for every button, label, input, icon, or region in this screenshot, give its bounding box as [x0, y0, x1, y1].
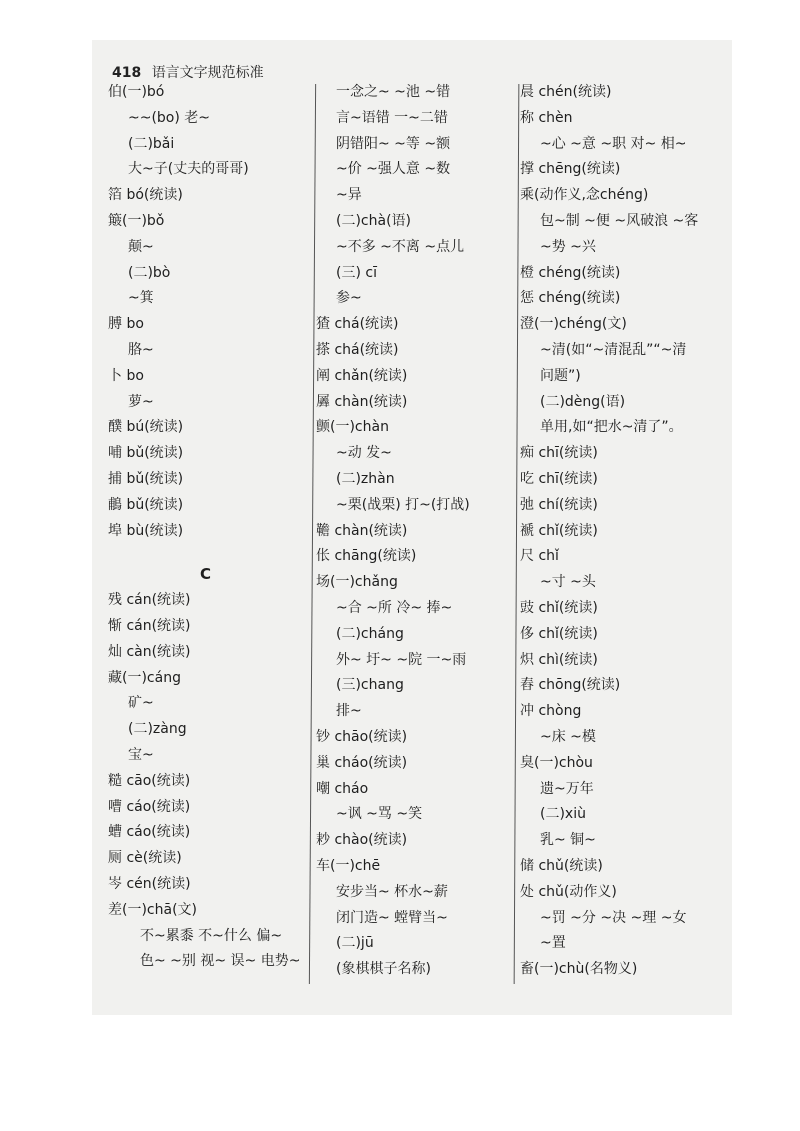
- entry-subline: (二)xiù: [540, 806, 586, 823]
- entry-subline: (二)chà(语): [336, 212, 411, 229]
- column-3: [520, 80, 735, 983]
- entry-subline: 包~制 ~便 ~风破浪 ~客: [540, 212, 699, 229]
- entry-headword: 炽 chì(统读): [520, 651, 598, 668]
- entry-headword: 乘(动作义,念chéng): [520, 187, 649, 204]
- entry-headword: 卜 bo: [108, 367, 144, 384]
- entry-headword: 臭(一)chòu: [520, 754, 593, 771]
- entry-headword: 侈 chǐ(统读): [520, 625, 598, 642]
- entry-headword: 阐 chǎn(统读): [316, 367, 408, 384]
- entry-subline: (二)jū: [336, 935, 374, 952]
- entry-subline: (三) cī: [336, 264, 377, 281]
- entry-headword: 嘲 cháo: [316, 780, 369, 797]
- entry-headword: 膊 bo: [108, 316, 144, 333]
- spacer: [108, 544, 318, 562]
- entry-subline: ~异: [336, 187, 362, 204]
- entry-headword: 处 chǔ(动作义): [520, 883, 617, 900]
- entry-headword: 埠 bù(统读): [108, 522, 184, 539]
- entry-subline: 不~累黍 不~什么 偏~: [140, 927, 283, 944]
- entry-subline: 乳~ 铜~: [540, 832, 596, 849]
- entry-headword: 伥 chāng(统读): [316, 548, 417, 565]
- entry-subline: 胳~: [128, 341, 154, 358]
- book-title: 语言文字规范标准: [151, 65, 264, 81]
- entry-headword: 伯(一)bó: [108, 84, 165, 100]
- entry-subline: ~床 ~模: [540, 728, 596, 745]
- entry-headword: 耖 chào(统读): [316, 832, 408, 849]
- entry-subline: (象棋棋子名称): [336, 961, 431, 978]
- entry-headword: 晨 chén(统读): [520, 84, 612, 100]
- entry-subline: ~合 ~所 冷~ 捧~: [336, 599, 453, 616]
- entry-subline: 色~ ~别 视~ 误~ 电势~: [140, 953, 301, 970]
- entry-headword: 厕 cè(统读): [108, 850, 182, 867]
- entry-subline: 大~子(丈夫的哥哥): [128, 161, 249, 178]
- entry-subline: 一念之~ ~池 ~错: [336, 84, 451, 100]
- entry-headword: 惭 cán(统读): [108, 617, 191, 634]
- entry-headword: 岑 cén(统读): [108, 875, 191, 892]
- entry-headword: 褫 chǐ(统读): [520, 522, 598, 539]
- entry-subline: 颠~: [128, 238, 154, 255]
- entry-headword: 羼 chàn(统读): [316, 393, 408, 410]
- entry-subline: 闭门造~ 螳臂当~: [336, 909, 448, 926]
- entry-subline: ~价 ~强人意 ~数: [336, 161, 451, 178]
- entry-headword: 冲 chòng: [520, 703, 582, 720]
- entry-subline: (二)dèng(语): [540, 393, 626, 410]
- entry-headword: 场(一)chǎng: [316, 574, 398, 591]
- entry-headword: 猹 chá(统读): [316, 316, 399, 333]
- entry-headword: 搽 chá(统读): [316, 341, 399, 358]
- entry-subline: 宝~: [128, 746, 154, 763]
- entry-headword: 撑 chēng(统读): [520, 161, 621, 178]
- entry-subline: (二)zhàn: [336, 470, 395, 487]
- page-header: [112, 62, 264, 82]
- entry-headword: 储 chǔ(统读): [520, 857, 603, 874]
- entry-headword: 螬 cáo(统读): [108, 824, 191, 841]
- entry-headword: 舂 chōng(统读): [520, 677, 621, 694]
- entry-headword: 畜(一)chù(名物义): [520, 961, 638, 978]
- entry-subline: ~罚 ~分 ~决 ~理 ~女: [540, 909, 687, 926]
- entry-headword: 称 chèn: [520, 109, 573, 126]
- entry-headword: 吃 chī(统读): [520, 470, 598, 487]
- entry-headword: 残 cán(统读): [108, 592, 191, 609]
- entry-subline: 遗~万年: [540, 780, 594, 797]
- entry-headword: 捕 bǔ(统读): [108, 470, 184, 487]
- entry-headword: 弛 chí(统读): [520, 496, 598, 513]
- entry-subline: ~箕: [128, 290, 154, 307]
- entry-subline: 阴错阳~ ~等 ~额: [336, 135, 451, 152]
- entry-headword: 藏(一)cáng: [108, 669, 181, 686]
- entry-headword: 尺 chǐ: [520, 548, 559, 565]
- entry-subline: 矿~: [128, 695, 154, 712]
- entry-subline: ~势 ~兴: [540, 238, 596, 255]
- section-heading: C: [200, 565, 212, 584]
- entry-subline: 外~ 圩~ ~院 一~雨: [336, 651, 467, 668]
- entry-headword: 醭 bú(统读): [108, 419, 184, 436]
- entry-headword: 车(一)chē: [316, 857, 381, 874]
- entry-subline: ~寸 ~头: [540, 574, 596, 591]
- entry-subline: (二)bǎi: [128, 135, 175, 152]
- entry-subline: ~动 发~: [336, 445, 392, 462]
- entry-subline: (二)bò: [128, 264, 171, 281]
- column-1: [108, 80, 318, 975]
- entry-headword: 箔 bó(统读): [108, 187, 183, 204]
- entry-subline: (二)zàng: [128, 721, 187, 738]
- entry-headword: 簸(一)bǒ: [108, 212, 165, 229]
- entry-headword: 鵏 bǔ(统读): [108, 496, 184, 513]
- entry-subline: ~清(如“~清混乱”“~清: [540, 341, 687, 358]
- entry-subline: ~栗(战栗) 打~(打战): [336, 496, 470, 513]
- entry-subline: 言~语错 一~二错: [336, 109, 448, 126]
- entry-subline: 参~: [336, 290, 362, 307]
- entry-headword: 哺 bǔ(统读): [108, 445, 184, 462]
- entry-subline: (三)chang: [336, 677, 404, 694]
- entry-headword: 橙 chéng(统读): [520, 264, 621, 281]
- entry-subline: ~不多 ~不离 ~点儿: [336, 238, 465, 255]
- entry-subline: (二)cháng: [336, 625, 404, 642]
- entry-subline: ~置: [540, 935, 566, 952]
- entry-subline: 排~: [336, 703, 362, 720]
- entry-headword: 钞 chāo(统读): [316, 728, 408, 745]
- entry-headword: 豉 chǐ(统读): [520, 599, 598, 616]
- entry-headword: 差(一)chā(文): [108, 901, 197, 918]
- entry-headword: 嘈 cáo(统读): [108, 798, 191, 815]
- entry-headword: 巢 cháo(统读): [316, 754, 408, 771]
- entry-subline: ~~(bo) 老~: [128, 109, 211, 126]
- entry-headword: 灿 càn(统读): [108, 643, 191, 660]
- entry-headword: 颤(一)chàn: [316, 419, 389, 436]
- entry-headword: 惩 chéng(统读): [520, 290, 621, 307]
- entry-subline: 安步当~ 杯水~薪: [336, 883, 448, 900]
- entry-headword: 澄(一)chéng(文): [520, 316, 627, 333]
- entry-headword: 痴 chī(统读): [520, 445, 598, 462]
- entry-subline: 问题”): [540, 367, 581, 384]
- entry-headword: 韂 chàn(统读): [316, 522, 408, 539]
- entry-headword: 糙 cāo(统读): [108, 772, 191, 789]
- page-number: 418: [112, 65, 142, 81]
- entry-subline: ~心 ~意 ~职 对~ 相~: [540, 135, 687, 152]
- column-2: [316, 80, 516, 983]
- entry-subline: 萝~: [128, 393, 154, 410]
- entry-subline: ~讽 ~骂 ~笑: [336, 806, 423, 823]
- entry-subline: 单用,如“把水~清了”。: [540, 419, 683, 436]
